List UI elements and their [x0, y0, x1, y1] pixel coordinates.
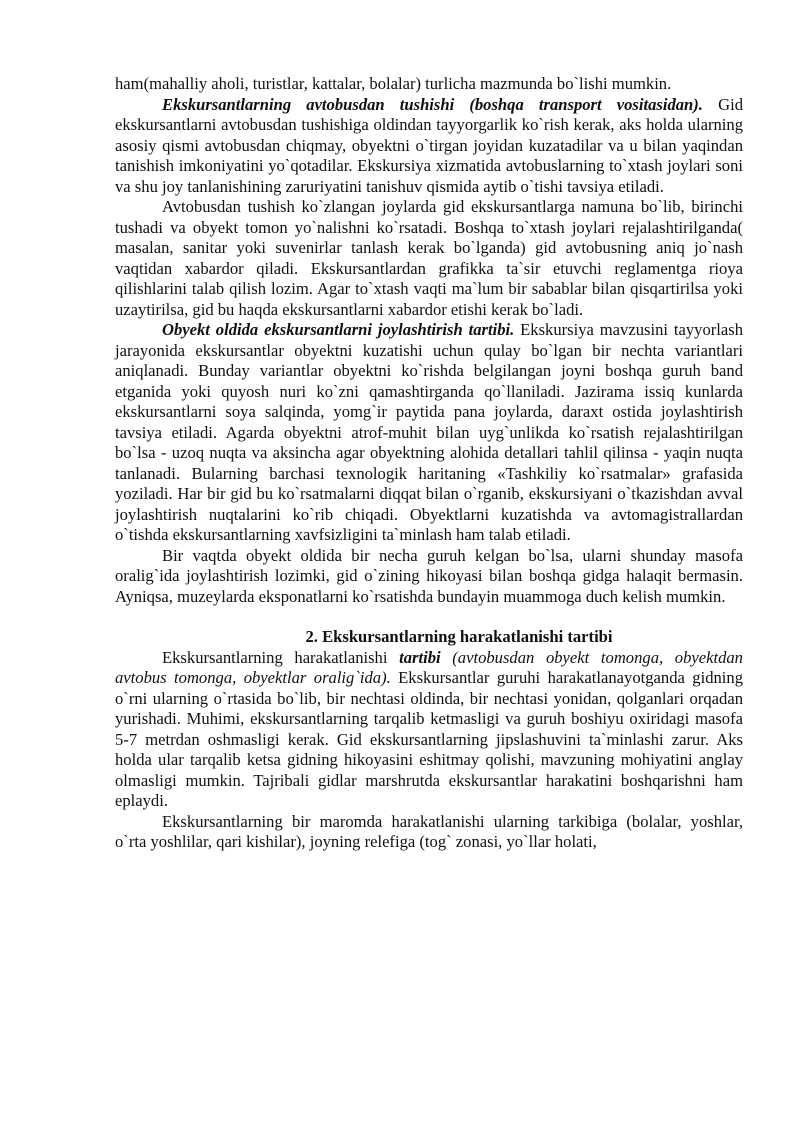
paragraph-intro-continuation: ham(mahalliy aholi, turistlar, kattalar, bolalar) turlicha mazmunda bo`lishi mumkin.: [115, 74, 672, 93]
section-title-object-placement: Obyekt oldida ekskursantlarni joylashtirish tartibi.: [162, 320, 515, 339]
section-heading-movement-order: 2. Ekskursantlarning harakatlanishi tartibi: [305, 627, 613, 646]
paragraph-bus-stop-guidance: Avtobusdan tushish ko`zlangan joylarda gid ekskursantlarga namuna bo`lib, birinchi tushadi va obyekt tomon yo`nalishni ko`rsatadi. Boshqa to`xtash joylari rejalashtirilganda( masalan, sanitar yoki suvenirlar tanlash kerak bo`lganda) gid avtobusning aniq jo`nash vaqtidan xabardor qiladi. Ekskursantlardan grafikka ta`sir etuvchi reglamentga rioya qilishlarini talab qilish lozim. Agar to`xtash vaqti ma`lum bir sabablar bilan qisqartirilsa yoki uzaytirilsa, gid bu haqda ekskursantlarni xabardor etishi kerak bo`ladi.: [115, 197, 743, 319]
section-title-bus-exit: Ekskursantlarning avtobusdan tushishi (boshqa transport vositasidan).: [162, 94, 703, 114]
paragraph-bus-exit: [115, 95, 743, 198]
movement-directions-italic: (avtobusdan obyekt tomonga, obyektdan avtobus tomonga, obyektlar oralig`ida).: [115, 647, 743, 687]
paragraph-movement-order: [115, 648, 743, 812]
paragraph-bus-exit-text: Gid ekskursantlarni avtobusdan tushishiga oldindan tayyorgarlik ko`rish kerak, aks holda ularning asosiy qismi avtobusdan chiqmay, obyektni o`tirgan joyidan kuzatadilar va u bilan yaqindan tanishish imkoniyatini yo`qotadilar. Ekskursiya xizmatida avtobuslarning to`xtash joylari soni va shu joy tanlanishining zaruriyatini tanishuv qismida aytib o`tishi tavsiya etiladi.: [115, 94, 743, 196]
paragraph-steady-movement: Ekskursantlarning bir maromda harakatlanishi ularning tarkibiga (bolalar, yoshlar, o`rta yoshlilar, qari kishilar), joyning relefiga (tog` zonasi, yo`llar holati,: [115, 811, 743, 851]
movement-text-d: Ekskursantlar guruhi harakatlanayotganda gidning o`rni ularning o`rtasida bo`lib, bir nechtasi oldinda, bir nechtasi yonidan, qolganlari orqadan yurishadi. Muhimi, ekskursantlarning tarqalib ketmasligi va guruh boshiyu oxiridagi masofa 5-7 metrdan oshmasligi kerak. Gid ekskursantlarning jipslashuvini ta`minlashi zarur. Aks holda ular tarqalib ketsa gidning hikoyasini eshitmay qolishi, mavzuning mohiyatini anglay olmasligi mumkin. Tajribali gidlar marshrutda ekskursantlar harakatini boshqarishni ham eplaydi.: [115, 668, 743, 810]
paragraph-object-placement-text: Ekskursiya mavzusini tayyorlash jarayonida ekskursantlar obyektni kuzatishi uchun qulay bo`lgan bir nechta variantlari aniqlanadi. Bunday variantlar obyektni ko`rishda belgilangan joyni boshqa guruh band etganida yoki quyosh nuri ko`zni qamashtirganda qo`llaniladi. Jazirama issiq kunlarda ekskursantlarni soya salqinda, yomg`ir paytida pana joylarda, daraxt ostida joylashtirish tavsiya etiladi. Agarda obyektni atrof-muhit bilan uyg`unlikda ko`rsatish rejalashtirilgan bo`lsa - uzoq nuqta va aksincha agar obyektning alohida detallari tahlil qilinsa - yaqin nuqta tanlanadi. Bularning barchasi texnologik haritaning «Tashkiliy ko`rsatmalar» grafasida yoziladi. Har bir gid bu ko`rsatmalarni diqqat bilan o`rganib, ekskursiyani o`tkazishdan avval joylashtirish nuqtalarini ko`rib chiqadi. Obyektlarni kuzatishda va avtomagistrallardan o`tishda ekskursantlarning xavfsizligini ta`minlash ham talab etiladi.: [115, 320, 743, 544]
document-page: [115, 74, 743, 853]
paragraph-multiple-groups: Bir vaqtda obyekt oldida bir necha guruh kelgan bo`lsa, ularni shunday masofa oralig`ida joylashtirish lozimki, gid o`zining hikoyasi bilan boshqa gidga halaqit bermasin. Ayniqsa, muzeylarda eksponatlarni ko`rsatishda bundayin muammoga duch kelish mumkin.: [115, 545, 743, 606]
paragraph-object-placement: [115, 320, 743, 546]
movement-term-tartibi: tartibi: [399, 647, 441, 667]
movement-text-a: Ekskursantlarning harakatlanishi: [162, 647, 400, 667]
